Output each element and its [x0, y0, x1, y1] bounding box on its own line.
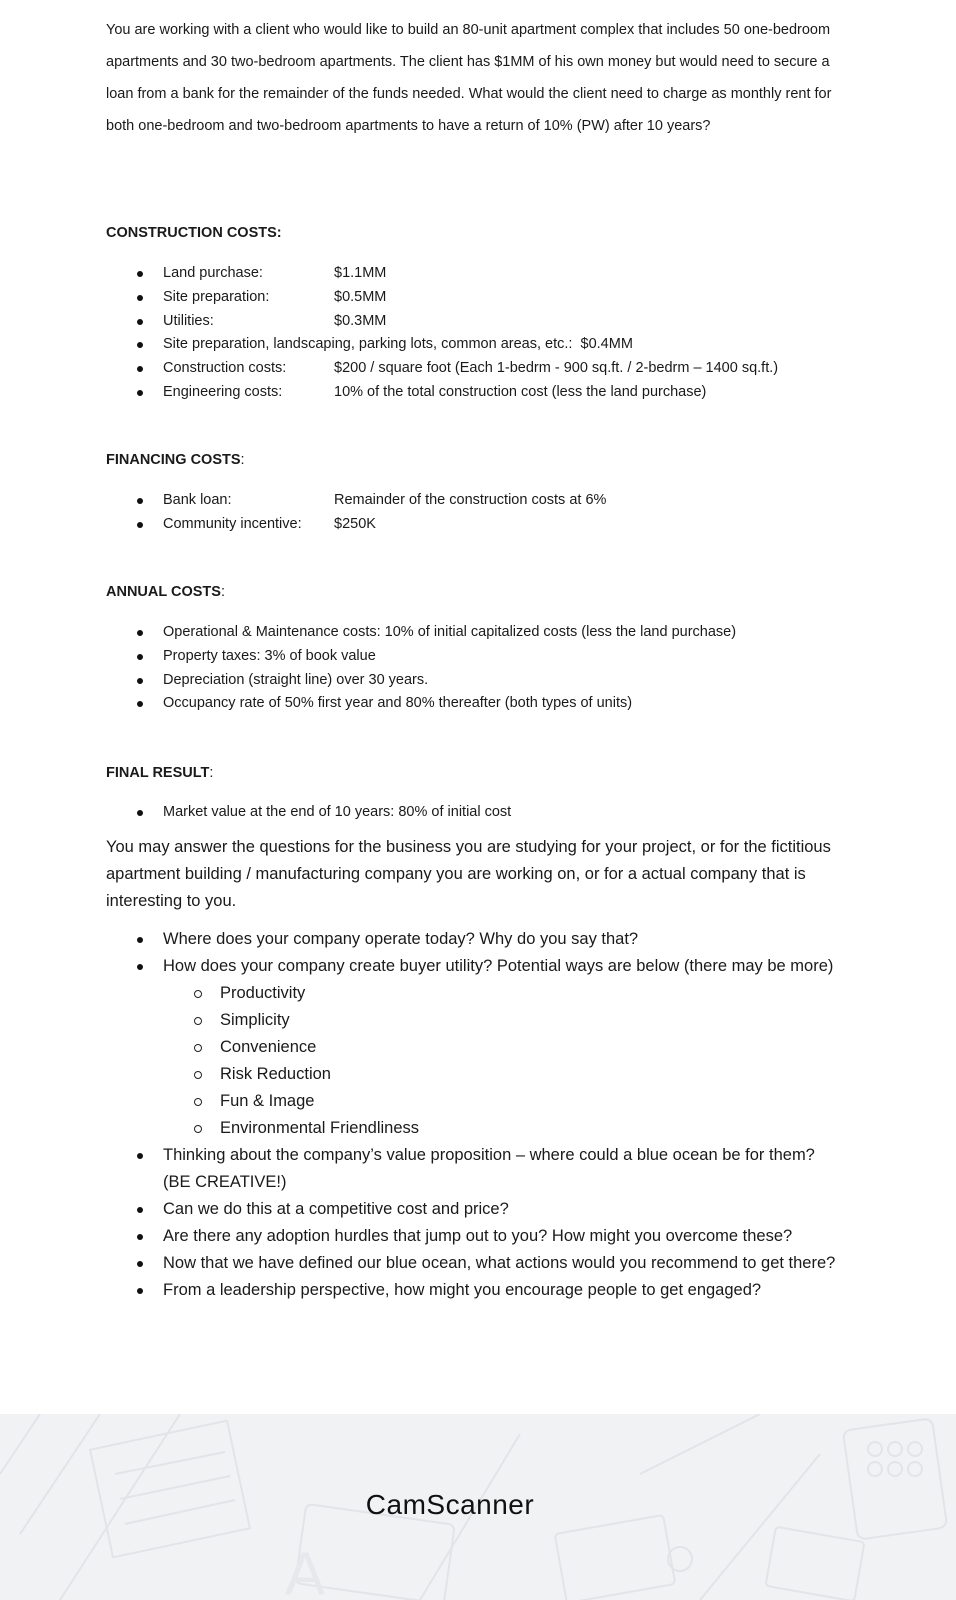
sub-list-item: Risk Reduction: [163, 1061, 846, 1088]
annual-costs-list: [106, 621, 736, 716]
camscanner-logo: CamScanner: [365, 1489, 535, 1520]
construction-costs-list: [106, 262, 778, 405]
instructions-paragraph: You may answer the questions for the business you are studying for your project, or for the fictitious apartment building / manufacturing company you are working on, or for a actual company that is interesting to you.: [106, 838, 831, 910]
buyer-utility-sublist: [163, 980, 846, 1142]
question-item: From a leadership perspective, how might you encourage people to get engaged?: [106, 1277, 846, 1304]
list-item: Community incentive: $250K: [106, 513, 606, 537]
financing-costs-list: [106, 489, 606, 537]
question-item: How does your company create buyer utility? Potential ways are below (there may be more) Productivity Simplicity Convenience Risk Reduction Fun & Image Environmental Friendliness: [106, 953, 846, 1142]
list-item: Site preparation, landscaping, parking lots, common areas, etc.: $0.4MM: [106, 333, 778, 357]
sub-list-item: Simplicity: [163, 1007, 846, 1034]
svg-text:A: A: [285, 1540, 326, 1600]
final-result-heading: FINAL RESULT:: [106, 765, 214, 781]
sub-list-item: Fun & Image: [163, 1088, 846, 1115]
list-item: Depreciation (straight line) over 30 years.: [106, 669, 736, 693]
question-item: Now that we have defined our blue ocean, what actions would you recommend to get there?: [106, 1250, 846, 1277]
list-item: Land purchase: $1.1MM: [106, 262, 778, 286]
question-item: Where does your company operate today? Why do you say that?: [106, 926, 846, 953]
list-item: Utilities: $0.3MM: [106, 310, 778, 334]
sub-list-item: Productivity: [163, 980, 846, 1007]
camscanner-footer: [0, 1414, 956, 1600]
list-item: Occupancy rate of 50% first year and 80% thereafter (both types of units): [106, 692, 736, 716]
list-item: Operational & Maintenance costs: 10% of initial capitalized costs (less the land purchase): [106, 621, 736, 645]
construction-costs-heading: CONSTRUCTION COSTS:: [106, 225, 282, 241]
list-item: Market value at the end of 10 years: 80% of initial cost: [106, 801, 511, 825]
question-item: Are there any adoption hurdles that jump out to you? How might you overcome these?: [106, 1223, 846, 1250]
list-item: Property taxes: 3% of book value: [106, 645, 736, 669]
question-item: Thinking about the company’s value proposition – where could a blue ocean be for them? (BE CREATIVE!): [106, 1142, 846, 1196]
sub-list-item: Convenience: [163, 1034, 846, 1061]
list-item: Construction costs: $200 / square foot (Each 1-bedrm - 900 sq.ft. / 2-bedrm – 1400 sq.ft.): [106, 357, 778, 381]
list-item: Engineering costs: 10% of the total construction cost (less the land purchase): [106, 381, 778, 405]
sub-list-item: Environmental Friendliness: [163, 1115, 846, 1142]
problem-statement: You are working with a client who would like to build an 80-unit apartment complex that includes 50 one-bedroom apartments and 30 two-bedroom apartments. The client has $1MM of his own money but would need to secure a loan from a bank for the remainder of the funds needed. What would the client need to charge as monthly rent for both one-bedroom and two-bedroom apartments to have a return of 10% (PW) after 10 years?: [106, 22, 832, 134]
questions-list: [106, 926, 846, 1304]
list-item: Bank loan: Remainder of the construction costs at 6%: [106, 489, 606, 513]
financing-costs-heading: FINANCING COSTS:: [106, 452, 245, 468]
annual-costs-heading: ANNUAL COSTS:: [106, 584, 225, 600]
final-result-list: [106, 801, 511, 825]
question-item: Can we do this at a competitive cost and price?: [106, 1196, 846, 1223]
list-item: Site preparation: $0.5MM: [106, 286, 778, 310]
